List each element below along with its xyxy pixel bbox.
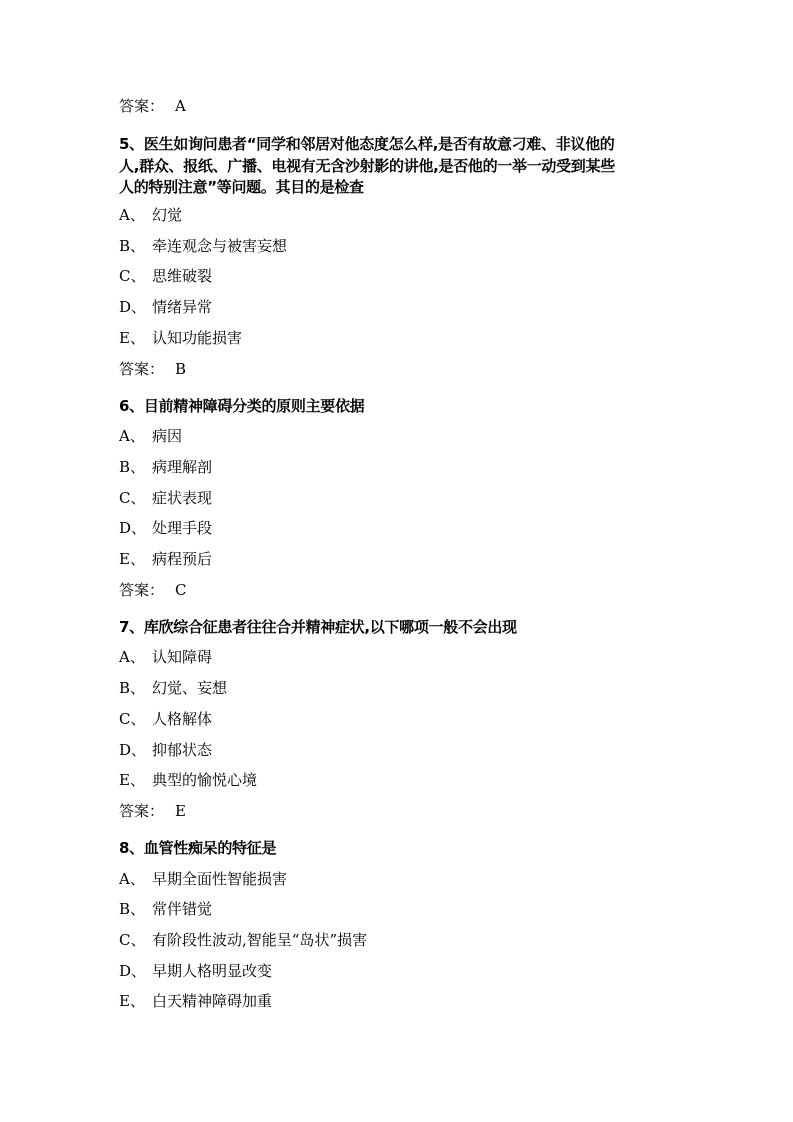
option-text: 常伴错觉 [152, 900, 213, 918]
option-letter: A、 [119, 870, 145, 888]
option-text: 抑郁状态 [152, 741, 213, 759]
option-letter: B、 [119, 679, 146, 697]
option-text: 症状表现 [152, 489, 213, 507]
option-letter: D、 [119, 519, 147, 537]
option-text: 人格解体 [152, 710, 213, 728]
option-e [119, 991, 272, 1011]
option-letter: A、 [119, 206, 145, 224]
question-6: 6、目前精神障碍分类的原则主要依据 [119, 397, 365, 415]
question-5-line-2: 人,群众、报纸、广播、电视有无含沙射影的讲他,是否他的一举一动受到某些 [119, 157, 615, 175]
option-text: 病程预后 [152, 550, 213, 568]
option-a [119, 647, 212, 667]
option-letter: C、 [119, 267, 146, 285]
option-e [119, 549, 212, 569]
option-letter: C、 [119, 710, 146, 728]
option-a [119, 205, 182, 225]
option-text: 认知功能损害 [152, 329, 243, 347]
option-text: 早期人格明显改变 [152, 962, 273, 980]
option-letter: B、 [119, 237, 146, 255]
question-7: 7、库欣综合征患者往往合并精神症状,以下哪项一般不会出现 [119, 618, 517, 636]
option-letter: E、 [119, 771, 145, 789]
answer-value: C [175, 581, 187, 599]
answer-label: 答案： [119, 97, 165, 115]
option-text: 早期全面性智能损害 [152, 870, 288, 888]
option-letter: C、 [119, 931, 146, 949]
option-a [119, 869, 287, 889]
option-text: 病因 [152, 427, 183, 445]
option-text: 幻觉 [152, 206, 183, 224]
option-letter: D、 [119, 962, 147, 980]
answer-line [119, 359, 186, 379]
answer-value: E [175, 802, 186, 820]
option-letter: E、 [119, 992, 145, 1010]
answer-label: 答案： [119, 802, 165, 820]
option-letter: A、 [119, 648, 145, 666]
option-d [119, 961, 272, 981]
option-text: 认知障碍 [152, 648, 213, 666]
option-letter: E、 [119, 550, 145, 568]
option-e [119, 770, 257, 790]
option-text: 思维破裂 [152, 267, 213, 285]
option-text: 病理解剖 [152, 458, 213, 476]
option-e [119, 328, 242, 348]
option-letter: C、 [119, 489, 146, 507]
option-letter: D、 [119, 298, 147, 316]
option-d [119, 740, 212, 760]
question-5-line-3: 人的特别注意”等问题。其目的是检查 [119, 178, 364, 196]
option-c [119, 266, 212, 286]
answer-line [119, 801, 186, 821]
option-text: 典型的愉悦心境 [152, 771, 258, 789]
answer-line [119, 580, 186, 600]
option-c [119, 930, 367, 950]
question-5-line-1: 5、医生如询问患者“同学和邻居对他态度怎么样,是否有故意刁难、非议他的 [119, 135, 615, 153]
option-c [119, 709, 212, 729]
option-c [119, 488, 212, 508]
answer-label: 答案： [119, 360, 165, 378]
option-d [119, 297, 212, 317]
option-text: 处理手段 [152, 519, 213, 537]
option-d [119, 518, 212, 538]
option-text: 幻觉、妄想 [152, 679, 228, 697]
option-letter: A、 [119, 427, 145, 445]
option-text: 白天精神障碍加重 [152, 992, 273, 1010]
option-letter: E、 [119, 329, 145, 347]
option-text: 有阶段性波动,智能呈“岛状”损害 [152, 931, 368, 949]
option-text: 牵连观念与被害妄想 [152, 237, 288, 255]
option-b [119, 678, 227, 698]
option-b [119, 899, 212, 919]
answer-label: 答案： [119, 581, 165, 599]
option-letter: D、 [119, 741, 147, 759]
option-a [119, 426, 182, 446]
answer-value: B [175, 360, 187, 378]
option-b [119, 236, 287, 256]
option-letter: B、 [119, 900, 146, 918]
option-b [119, 457, 212, 477]
option-text: 情绪异常 [152, 298, 213, 316]
answer-value: A [175, 97, 186, 115]
option-letter: B、 [119, 458, 146, 476]
question-8: 8、血管性痴呆的特征是 [119, 839, 277, 857]
answer-line [119, 96, 186, 116]
